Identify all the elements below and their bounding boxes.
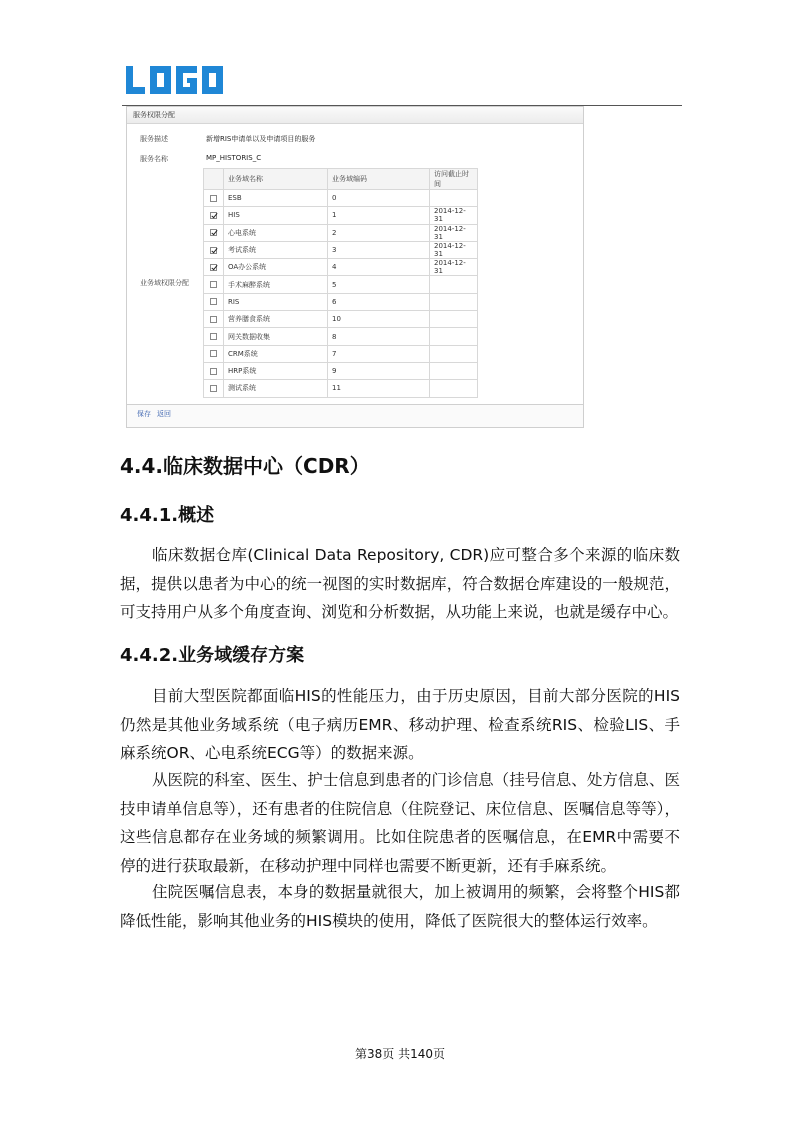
- row-domain-name: 考试系统: [224, 241, 328, 258]
- row-checkbox-cell: [204, 293, 224, 310]
- table-header-row: [204, 169, 478, 190]
- row-checkbox-cell: [204, 276, 224, 293]
- row-checkbox-cell: [204, 380, 224, 397]
- domain-permission-table: [203, 168, 478, 398]
- row-domain-name: OA办公系统: [224, 259, 328, 276]
- row-domain-code: 2: [328, 224, 430, 241]
- row-deadline: [430, 190, 478, 207]
- row-deadline: [430, 328, 478, 345]
- logo-mark: [126, 66, 224, 94]
- row-deadline: [430, 380, 478, 397]
- row-checkbox-cell: [204, 190, 224, 207]
- section-title: 4.4.临床数据中心（CDR）: [120, 454, 370, 478]
- row-domain-code: 10: [328, 311, 430, 328]
- row-checkbox[interactable]: [210, 264, 217, 271]
- table-row: [204, 380, 478, 397]
- table-row: [204, 293, 478, 310]
- row-checkbox[interactable]: [210, 281, 217, 288]
- row-checkbox[interactable]: [210, 350, 217, 357]
- back-button[interactable]: 返回: [157, 410, 171, 418]
- save-button[interactable]: 保存: [137, 410, 151, 418]
- header-deadline: 访问截止时间: [430, 169, 478, 190]
- row-deadline: 2014-12-31: [430, 207, 478, 224]
- table-row: [204, 345, 478, 362]
- table-row: [204, 207, 478, 224]
- row-deadline: [430, 362, 478, 379]
- table-row: [204, 311, 478, 328]
- row-checkbox[interactable]: [210, 333, 217, 340]
- row-checkbox-cell: [204, 311, 224, 328]
- row-checkbox-cell: [204, 362, 224, 379]
- row-checkbox[interactable]: [210, 212, 217, 219]
- row-deadline: [430, 345, 478, 362]
- row-checkbox[interactable]: [210, 247, 217, 254]
- paragraph-cdr-overview: 临床数据仓库(Clinical Data Repository, CDR)应可整合多个来源的临床数据，提供以患者为中心的统一视图的实时数据库，符合数据仓库建设的一般规范，可支持用户从多个角度查询、浏览和分析数据，从功能上来说，也就是缓存中心。: [120, 546, 680, 621]
- table-row: [204, 241, 478, 258]
- row-domain-code: 5: [328, 276, 430, 293]
- row-domain-name: ESB: [224, 190, 328, 207]
- row-checkbox[interactable]: [210, 195, 217, 202]
- row-domain-code: 8: [328, 328, 430, 345]
- header-domain-name: 业务域名称: [224, 169, 328, 190]
- row-domain-name: 心电系统: [224, 224, 328, 241]
- row-domain-name: HIS: [224, 207, 328, 224]
- logo: [126, 60, 224, 100]
- row-domain-name: 营养膳食系统: [224, 311, 328, 328]
- header-checkbox-col: [204, 169, 224, 190]
- row-deadline: [430, 293, 478, 310]
- row-checkbox[interactable]: [210, 298, 217, 305]
- row-checkbox-cell: [204, 328, 224, 345]
- header-domain-code: 业务域编码: [328, 169, 430, 190]
- row-checkbox-cell: [204, 345, 224, 362]
- row-domain-name: 手术麻醉系统: [224, 276, 328, 293]
- row-domain-code: 3: [328, 241, 430, 258]
- row-domain-name: RIS: [224, 293, 328, 310]
- row-deadline: [430, 276, 478, 293]
- row-domain-code: 6: [328, 293, 430, 310]
- row-domain-code: 1: [328, 207, 430, 224]
- service-name-value: MP_HISTORIS_C: [206, 154, 262, 162]
- paragraph-his-pressure: 目前大型医院都面临HIS的性能压力，由于历史原因，目前大部分医院的HIS仍然是其他业务域系统（电子病历EMR、移动护理、检查系统RIS、检验LIS、手麻系统OR、心电系统ECG等）的数据来源。: [120, 687, 680, 762]
- window-title: 服务权限分配: [127, 107, 583, 124]
- paragraph-order-table: 住院医嘱信息表，本身的数据量就很大，加上被调用的频繁，会将整个HIS都降低性能，影响其他业务的HIS模块的使用，降低了医院很大的整体运行效率。: [120, 883, 680, 930]
- row-domain-code: 4: [328, 259, 430, 276]
- row-checkbox[interactable]: [210, 385, 217, 392]
- table-row: [204, 328, 478, 345]
- row-domain-name: CRM系统: [224, 345, 328, 362]
- row-checkbox[interactable]: [210, 368, 217, 375]
- row-domain-name: 测试系统: [224, 380, 328, 397]
- row-deadline: [430, 311, 478, 328]
- row-checkbox-cell: [204, 224, 224, 241]
- service-desc-label: 服务描述: [140, 135, 168, 143]
- screenshot-footer-bar: [127, 404, 583, 427]
- table-row: [204, 276, 478, 293]
- table-row: [204, 259, 478, 276]
- row-deadline: 2014-12-31: [430, 224, 478, 241]
- subsection-title-overview: 4.4.1.概述: [120, 505, 215, 526]
- row-deadline: 2014-12-31: [430, 241, 478, 258]
- row-checkbox[interactable]: [210, 316, 217, 323]
- paragraph-info-calls: 从医院的科室、医生、护士信息到患者的门诊信息（挂号信息、处方信息、医技申请单信息等），还有患者的住院信息（住院登记、床位信息、医嘱信息等等），这些信息都存在业务域的频繁调用。比如住院患者的医嘱信息，在EMR中需要不停的进行获取最新，在移动护理中同样也需要不断更新，还有手麻系统。: [120, 771, 680, 875]
- table-row: [204, 224, 478, 241]
- page-number: 第38页 共140页: [355, 1047, 445, 1061]
- row-domain-code: 0: [328, 190, 430, 207]
- service-name-label: 服务名称: [140, 155, 168, 163]
- table-row: [204, 362, 478, 379]
- subsection-title-cache-plan: 4.4.2.业务域缓存方案: [120, 645, 305, 666]
- row-domain-name: HRP系统: [224, 362, 328, 379]
- row-checkbox-cell: [204, 259, 224, 276]
- row-checkbox-cell: [204, 207, 224, 224]
- table-row: [204, 190, 478, 207]
- row-deadline: 2014-12-31: [430, 259, 478, 276]
- row-checkbox[interactable]: [210, 229, 217, 236]
- row-domain-code: 11: [328, 380, 430, 397]
- domain-perm-label: 业务域权限分配: [140, 279, 189, 287]
- service-desc-value: 新增RIS申请单以及申请项目的服务: [206, 135, 316, 143]
- row-domain-name: 网关数据收集: [224, 328, 328, 345]
- row-domain-code: 7: [328, 345, 430, 362]
- service-permission-screenshot: [126, 106, 584, 428]
- row-domain-code: 9: [328, 362, 430, 379]
- row-checkbox-cell: [204, 241, 224, 258]
